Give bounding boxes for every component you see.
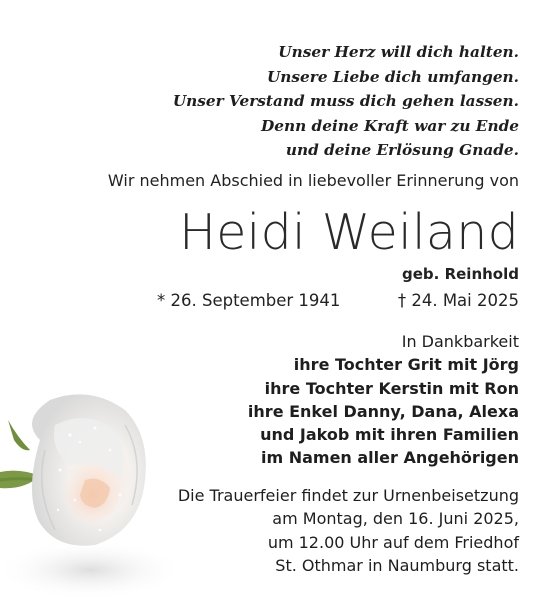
deceased-name: Heidi Weiland: [179, 204, 519, 261]
mourner-line: ihre Tochter Kerstin mit Ron: [264, 378, 519, 398]
mourners-list: [248, 330, 519, 470]
mourner-line: und Jakob mit ihren Familien: [260, 425, 519, 445]
poem-line: Unsere Liebe dich umfangen.: [266, 67, 519, 86]
mourners-heading: In Dankbarkeit: [401, 332, 519, 351]
poem-line: Unser Verstand muss dich gehen lassen.: [172, 92, 519, 111]
poem-line: und deine Erlösung Gnade.: [285, 141, 519, 160]
mourner-line: ihre Enkel Danny, Dana, Alexa: [247, 401, 519, 421]
poem: [173, 40, 519, 163]
mourner-line: ihre Tochter Grit mit Jörg: [293, 355, 519, 375]
funeral-line: St. Othmar in Naumburg statt.: [275, 555, 519, 575]
funeral-line: um 12.00 Uhr auf dem Friedhof: [267, 532, 519, 552]
death-date: † 24. Mai 2025: [397, 291, 519, 310]
funeral-line: am Montag, den 16. Juni 2025,: [272, 509, 519, 529]
birth-date: * 26. September 1941: [157, 291, 341, 310]
poem-line: Denn deine Kraft war zu Ende: [260, 116, 519, 135]
poem-line: Unser Herz will dich halten.: [278, 43, 519, 61]
funeral-info: [178, 484, 519, 577]
farewell-intro: Wir nehmen Abschied in liebevoller Erinnerung von: [107, 171, 519, 190]
funeral-line: Die Trauerfeier findet zur Urnenbeisetzung: [177, 486, 519, 505]
birth-name: geb. Reinhold: [402, 265, 519, 283]
mourner-line: im Namen aller Angehörigen: [260, 448, 519, 468]
white-rose-image: [0, 380, 175, 611]
